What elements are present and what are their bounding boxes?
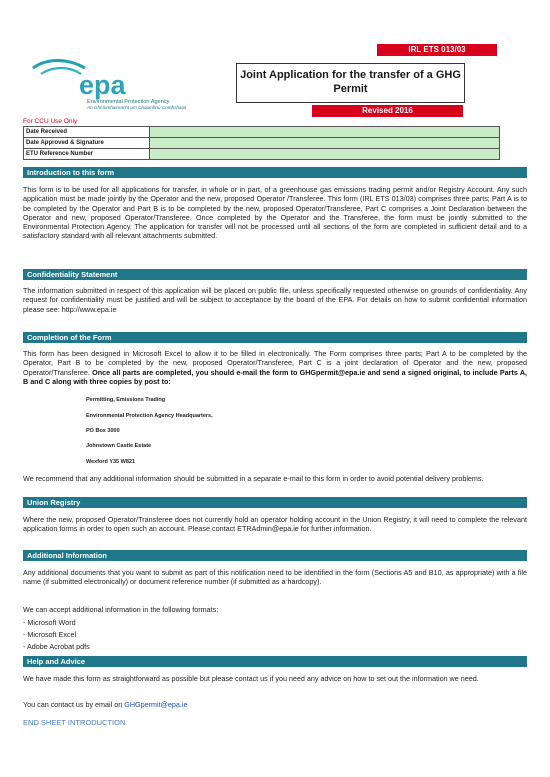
union-registry-text: Where the new, proposed Operator/Transferee does not currently hold an operator holding account in the Union Registry, it will need to complete the relevant application forms in order to open such an account. Please contact ETRAdmin@epa.ie for further information. xyxy=(23,515,527,534)
form-title xyxy=(236,63,465,103)
date-received-field[interactable] xyxy=(150,127,500,138)
contact-email-link[interactable]: GHGpermit@epa.ie xyxy=(124,700,188,709)
address-line: PO Box 3000 xyxy=(86,428,120,434)
address-line: Environmental Protection Agency Headquarters, xyxy=(86,413,213,419)
completion-text-bold: Once all parts are completed, you should e-mail the form to GHGpermit@epa.ie and send a signed original, to include Parts A, B and C along with three copies by post to: xyxy=(23,367,528,386)
address-line: Permitting, Emissions Trading xyxy=(86,397,166,403)
form-title-line1: Joint Application for the transfer of a GHG xyxy=(240,69,461,82)
epa-logo-icon xyxy=(27,56,207,116)
date-approved-field[interactable] xyxy=(150,138,500,149)
completion-text-plain: This form has been designed in Microsoft Excel to allow it to be filled in electronically. The Form comprises three parts; Part A to be completed by the Operator, Part B to be completed by the new, proposed Operator/Transferee, Part C is a joint declaration of Operator and the new, proposed Operator/Transferee. xyxy=(23,349,527,377)
section-header-additional-information: Additional Information xyxy=(23,550,527,561)
format-item: - Microsoft Word xyxy=(23,618,76,627)
format-item: - Microsoft Excel xyxy=(23,630,77,639)
completion-after-text: We recommend that any additional information should be submitted in a separate e-mail to this form in order to avoid potential delivery problems. xyxy=(23,474,484,483)
completion-text xyxy=(23,349,527,386)
address-line: Johnstown Castle Estate xyxy=(86,443,152,449)
contact-line xyxy=(23,700,527,709)
introduction-text: This form is to be used for all applications for transfer, in whole or in part, of a greenhouse gas emissions trading permit and/or Registry Account. Any such application must be made jointly by the Operator and the new, proposed Operator /Transferee. This form (IRL ETS 013/03) comprises three parts; Part A is to be completed by the Operator and Part B is to be completed by the new, proposed Operator/Transferee, Part C comprises a Joint Declaration between the Operator and new, proposed Operator/Transferee. Once completed by the Operator and the Transferee, the form must be jointly submitted to the Environmental Protection Agency. The application for transfer will not be processed until all sections of the form are completed in sufficient detail and to a satisfactory standard with all relevant attachments submitted. xyxy=(23,185,527,241)
logo-wordmark: epa xyxy=(79,70,126,100)
end-sheet-text: END SHEET INTRODUCTION xyxy=(23,718,126,727)
confidentiality-text: The information submitted in respect of this application will be placed on public file, unless specifically requested otherwise on grounds of confidentiality. Any request for confidentiality must be justified and will be subject to acceptance by the board of the EPA. For details on how to submit confidential information please see: http://www.epa.ie xyxy=(23,286,527,314)
section-header-completion: Completion of the Form xyxy=(23,332,527,343)
format-item: - Adobe Acrobat pdfs xyxy=(23,642,90,651)
section-header-help: Help and Advice xyxy=(23,656,527,667)
logo-line2: An Ghníomhaireacht um Chaomhnú Comhshaoil xyxy=(87,105,187,110)
ccu-label: For CCU Use Only xyxy=(23,118,78,125)
section-header-confidentiality: Confidentiality Statement xyxy=(23,269,527,280)
formats-intro: We can accept additional information in the following formats: xyxy=(23,605,219,614)
additional-information-text: Any additional documents that you want to submit as part of this notification need to be identified in the form (Sections A5 and B10, as appropriate) with a file name (if submitted electronically) or document reference number (if submitted as a hardcopy). xyxy=(23,568,527,587)
section-header-union-registry: Union Registry xyxy=(23,497,527,508)
ccu-row-label: Date Approved & Signature xyxy=(24,138,150,149)
address-line: Wexford Y35 W821 xyxy=(86,459,136,465)
ccu-row-label: ETU Reference Number xyxy=(24,149,150,160)
epa-logo xyxy=(27,56,207,116)
section-header-introduction: Introduction to this form xyxy=(23,167,527,178)
contact-prefix: You can contact us by email on xyxy=(23,700,125,709)
ccu-row xyxy=(24,127,500,138)
ccu-row xyxy=(24,138,500,149)
ccu-row xyxy=(24,149,500,160)
ccu-table xyxy=(23,126,500,160)
form-reference-badge: IRL ETS 013/03 xyxy=(377,44,497,56)
help-text: We have made this form as straightforward as possible but please contact us if you need any advice on how to set out the information we need. xyxy=(23,674,479,683)
etu-reference-field[interactable] xyxy=(150,149,500,160)
ccu-row-label: Date Received xyxy=(24,127,150,138)
logo-line1: Environmental Protection Agency xyxy=(87,99,170,105)
revised-badge: Revised 2016 xyxy=(312,105,463,117)
form-title-line2: Permit xyxy=(333,83,368,95)
